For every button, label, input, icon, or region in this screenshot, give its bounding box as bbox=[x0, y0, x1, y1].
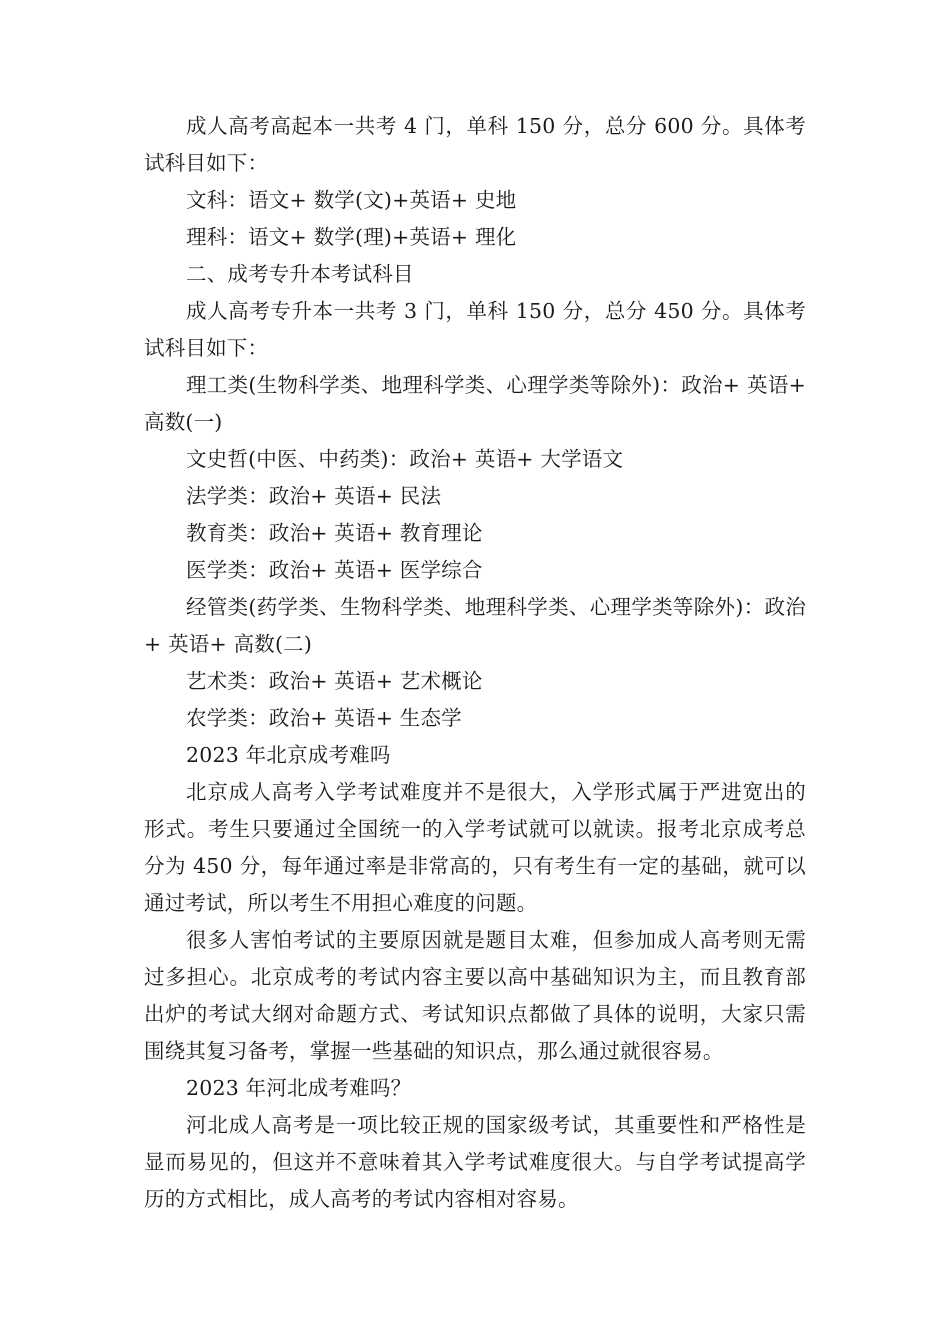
section-heading-zhuanshengben: 二、成考专升本考试科目 bbox=[186, 262, 414, 286]
section-heading-beijing: 2023 年北京成考难吗 bbox=[186, 743, 391, 767]
document-body bbox=[144, 108, 806, 1218]
paragraph-nongxue-subjects: 农学类：政治+ 英语+ 生态学 bbox=[186, 706, 462, 730]
section-heading-hebei: 2023 年河北成考难吗？ bbox=[186, 1076, 412, 1100]
paragraph-beijing-content: 很多人害怕考试的主要原因就是题目太难，但参加成人高考则无需过多担心。北京成考的考试内容主要以高中基础知识为主，而且教育部出炉的考试大纲对命题方式、考试知识点都做了具体的说明，大家只需围绕其复习备考，掌握一些基础的知识点，那么通过就很容易。 bbox=[144, 928, 806, 1063]
paragraph-jiaoyu-subjects: 教育类：政治+ 英语+ 教育理论 bbox=[186, 521, 483, 545]
paragraph-ligong-subjects: 理工类(生物科学类、地理科学类、心理学类等除外)：政治+ 英语+ 高数(一) bbox=[144, 373, 806, 434]
paragraph-gaoqiben-intro: 成人高考高起本一共考 4 门，单科 150 分，总分 600 分。具体考试科目如下： bbox=[144, 114, 806, 175]
paragraph-hebei-difficulty: 河北成人高考是一项比较正规的国家级考试，其重要性和严格性是显而易见的，但这并不意味着其入学考试难度很大。与自学考试提高学历的方式相比，成人高考的考试内容相对容易。 bbox=[144, 1113, 806, 1211]
paragraph-faxue-subjects: 法学类：政治+ 英语+ 民法 bbox=[186, 484, 442, 508]
paragraph-zhuanshengben-intro: 成人高考专升本一共考 3 门，单科 150 分，总分 450 分。具体考试科目如下： bbox=[144, 299, 806, 360]
paragraph-like-subjects: 理科：语文+ 数学(理)+英语+ 理化 bbox=[186, 225, 517, 249]
paragraph-yishu-subjects: 艺术类：政治+ 英语+ 艺术概论 bbox=[186, 669, 483, 693]
paragraph-jingguan-subjects: 经管类(药学类、生物科学类、地理科学类、心理学类等除外)：政治+ 英语+ 高数(二) bbox=[144, 595, 806, 656]
paragraph-beijing-difficulty: 北京成人高考入学考试难度并不是很大，入学形式属于严进宽出的形式。考生只要通过全国统一的入学考试就可以就读。报考北京成考总分为 450 分，每年通过率是非常高的，只有考生有一定的基础，就可以通过考试，所以考生不用担心难度的问题。 bbox=[144, 780, 806, 915]
paragraph-yixue-subjects: 医学类：政治+ 英语+ 医学综合 bbox=[186, 558, 483, 582]
paragraph-wenke-subjects: 文科：语文+ 数学(文)+英语+ 史地 bbox=[186, 188, 517, 212]
paragraph-wenshizhe-subjects: 文史哲(中医、中药类)：政治+ 英语+ 大学语文 bbox=[186, 447, 624, 471]
